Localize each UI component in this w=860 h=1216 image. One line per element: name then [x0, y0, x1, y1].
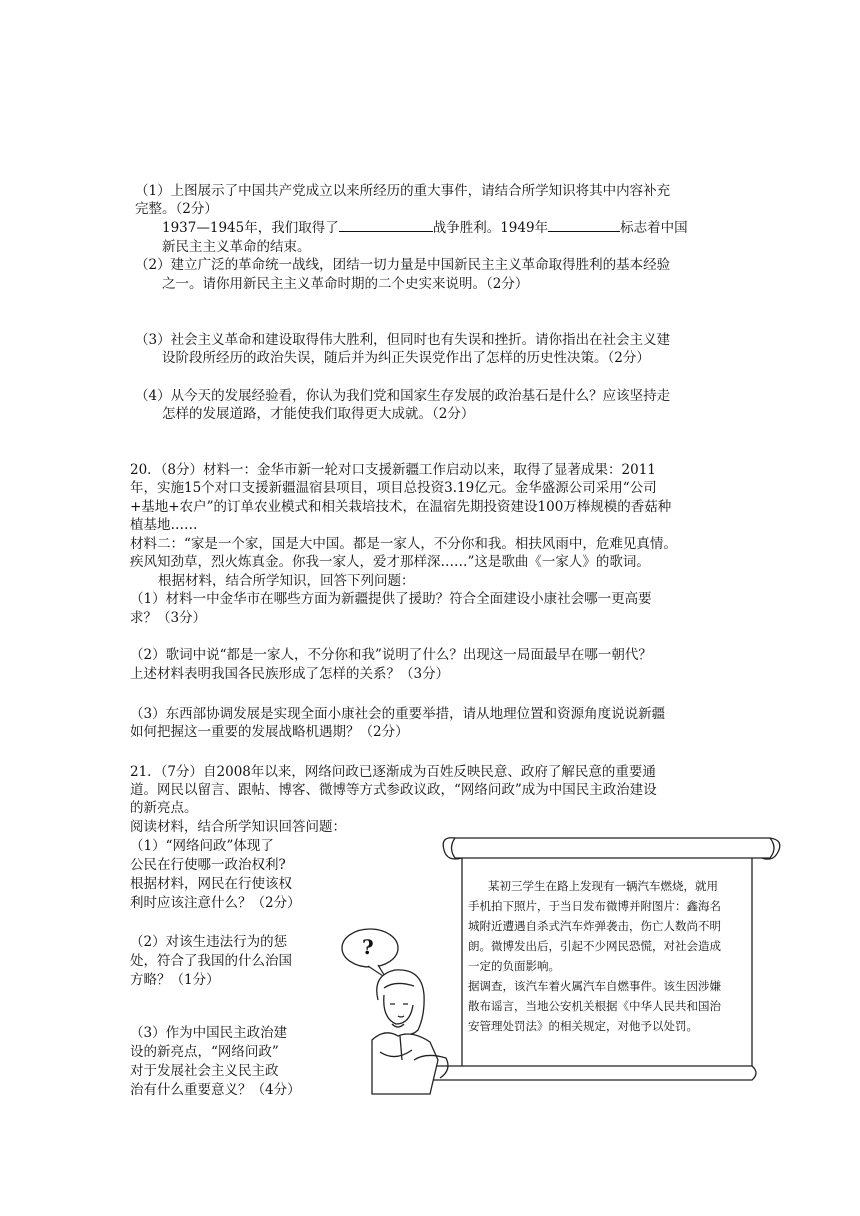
scroll-text-line5: 一定的负面影响。 — [468, 959, 560, 973]
q21-sub1-line3: 根据材料，网民在行使该权 — [130, 876, 292, 892]
q21-intro-line2: 道。网民以留言、跟帖、博客、微博等方式参政议政，“网络问政”成为中国民主政治建设 — [130, 782, 657, 798]
q20-material2-line1: 材料二：“家是一个家，国是大中国。都是一家人，不分你和我。相扶风雨中，危难见真情。 — [130, 536, 677, 552]
q21-sub1-line4: 利时应该注意什么？（2分） — [130, 895, 301, 911]
q21-sub2-line1: （2）对该生违法行为的惩 — [130, 934, 288, 950]
fill-text-c: 标志着中国 — [620, 220, 688, 236]
q20-material2-line2: 疾风知劲草，烈火炼真金。你我一家人，爱才那样深……”这是歌曲《一家人》的歌词。 — [130, 554, 650, 570]
q20-sub1-line2: 求？（3分） — [130, 610, 207, 626]
q20-sub3-line2: 如何把握这一重要的发展战略机遇期？（2分） — [130, 724, 409, 740]
scroll-text-line2: 手机拍下照片，于当日发布微博并附图片：鑫海名 — [468, 899, 721, 913]
q19-part2-line2: 之一。请你用新民主主义革命时期的二个史实来说明。（2分） — [162, 276, 529, 292]
q21-sub2-line3: 方略？（1分） — [130, 972, 220, 988]
scroll-text-line1: 某初三学生在路上发现有一辆汽车燃烧，就用 — [488, 879, 718, 893]
q20-prompt: 根据材料，结合所学知识，回答下列问题： — [158, 573, 415, 589]
q21-sub1-line1: （1）“网络问政”体现了 — [130, 838, 274, 854]
q19-part4-line2: 怎样的发展道路，才能使我们取得更大成就。（2分） — [162, 406, 475, 422]
q19-part1-line1: （1）上图展示了中国共产党成立以来所经历的重大事件，请结合所学知识将其中内容补充 — [135, 183, 671, 199]
scroll-text-line4: 朗。微博发出后，引起不少网民恐慌，对社会造成 — [468, 939, 721, 953]
q19-part3-line1: （3）社会主义革命和建设取得伟大胜利，但同时也有失误和挫折。请你指出在社会主义建 — [135, 332, 671, 348]
q20-sub1-line1: （1）材料一中金华市在哪些方面为新疆提供了援助？符合全面建设小康社会哪一更高要 — [130, 591, 652, 607]
q19-part3-line2: 设阶段所经历的政治失误，随后并为纠正失误党作出了怎样的历史性决策。（2分） — [162, 350, 650, 366]
scroll-text-line3: 城附近遭遇自杀式汽车炸弹袭击，伤亡人数尚不明 — [468, 919, 721, 933]
scroll-text-line7: 散布谣言，当地公安机关根据《中华人民共和国治 — [468, 999, 721, 1013]
q20-sub2-line1: （2）歌词中说“都是一家人，不分你和我”说明了什么？出现这一局面最早在哪一朝代？ — [130, 647, 652, 663]
q20-material1-line4: 植基地…… — [130, 517, 198, 533]
q20-sub2-line2: 上述材料表明我国各民族形成了怎样的关系？（3分） — [130, 666, 450, 682]
q21-sub3-line3: 对于发展社会主义民主政 — [130, 1063, 279, 1079]
q20-material1-line3: +基地+农户”的订单农业模式和相关栽培技术，在温宿先期投资建设100万棒规模的香菇种 — [130, 499, 672, 515]
q21-sub3-line2: 设的新亮点，“网络问政” — [130, 1044, 279, 1060]
q20-material1-line2: 年，实施15个对口支援新疆温宿县项目，项目总投资3.19亿元。金华盛源公司采用“公司 — [130, 480, 657, 496]
q21-sub1-line2: 公民在行使哪一政治权利? — [130, 857, 286, 873]
q21-sub3-line1: （3）作为中国民主政治建 — [130, 1025, 288, 1041]
q21-prompt: 阅读材料，结合所学知识回答问题： — [130, 819, 346, 835]
q19-part2-line1: （2）建立广泛的革命统一战线，团结一切力量是中国新民主主义革命取得胜利的基本经验 — [135, 257, 671, 273]
q19-part1-line4: 新民主主义革命的结束。 — [162, 239, 311, 255]
scroll-text-line8: 安管理处罚法》的相关规定，对他予以处罚。 — [468, 1019, 698, 1033]
q19-part4-line1: （4）从今天的发展经验看，你认为我们党和国家生存发展的政治基石是什么？应该坚持走 — [135, 388, 671, 404]
q20-material1-line1: 20．（8分）材料一：金华市新一轮对口支援新疆工作启动以来，取得了显著成果：2011 — [130, 462, 656, 478]
fill-text-b: 战争胜利。1949年 — [432, 220, 549, 236]
q21-intro-line1: 21．（7分）自2008年以来，网络问政已逐渐成为百姓反映民意、政府了解民意的重要通 — [130, 764, 656, 780]
scroll-text-line6: 据调查，该汽车着火属汽车自燃事件。该生因涉嫌 — [468, 979, 721, 993]
q21-sub3-line4: 治有什么重要意义？（4分） — [130, 1082, 301, 1098]
question-mark-symbol: ? — [362, 935, 374, 959]
q21-sub2-line2: 处，符合了我国的什么治国 — [130, 953, 292, 969]
q19-part1-line2: 完整。（2分） — [135, 201, 218, 217]
fill-text-a: 1937—1945年，我们取得了 — [162, 220, 339, 236]
q20-sub3-line1: （3）东西部协调发展是实现全面小康社会的重要举措，请从地理位置和资源角度说说新疆 — [130, 706, 666, 722]
q21-intro-line3: 的新亮点。 — [130, 800, 198, 816]
